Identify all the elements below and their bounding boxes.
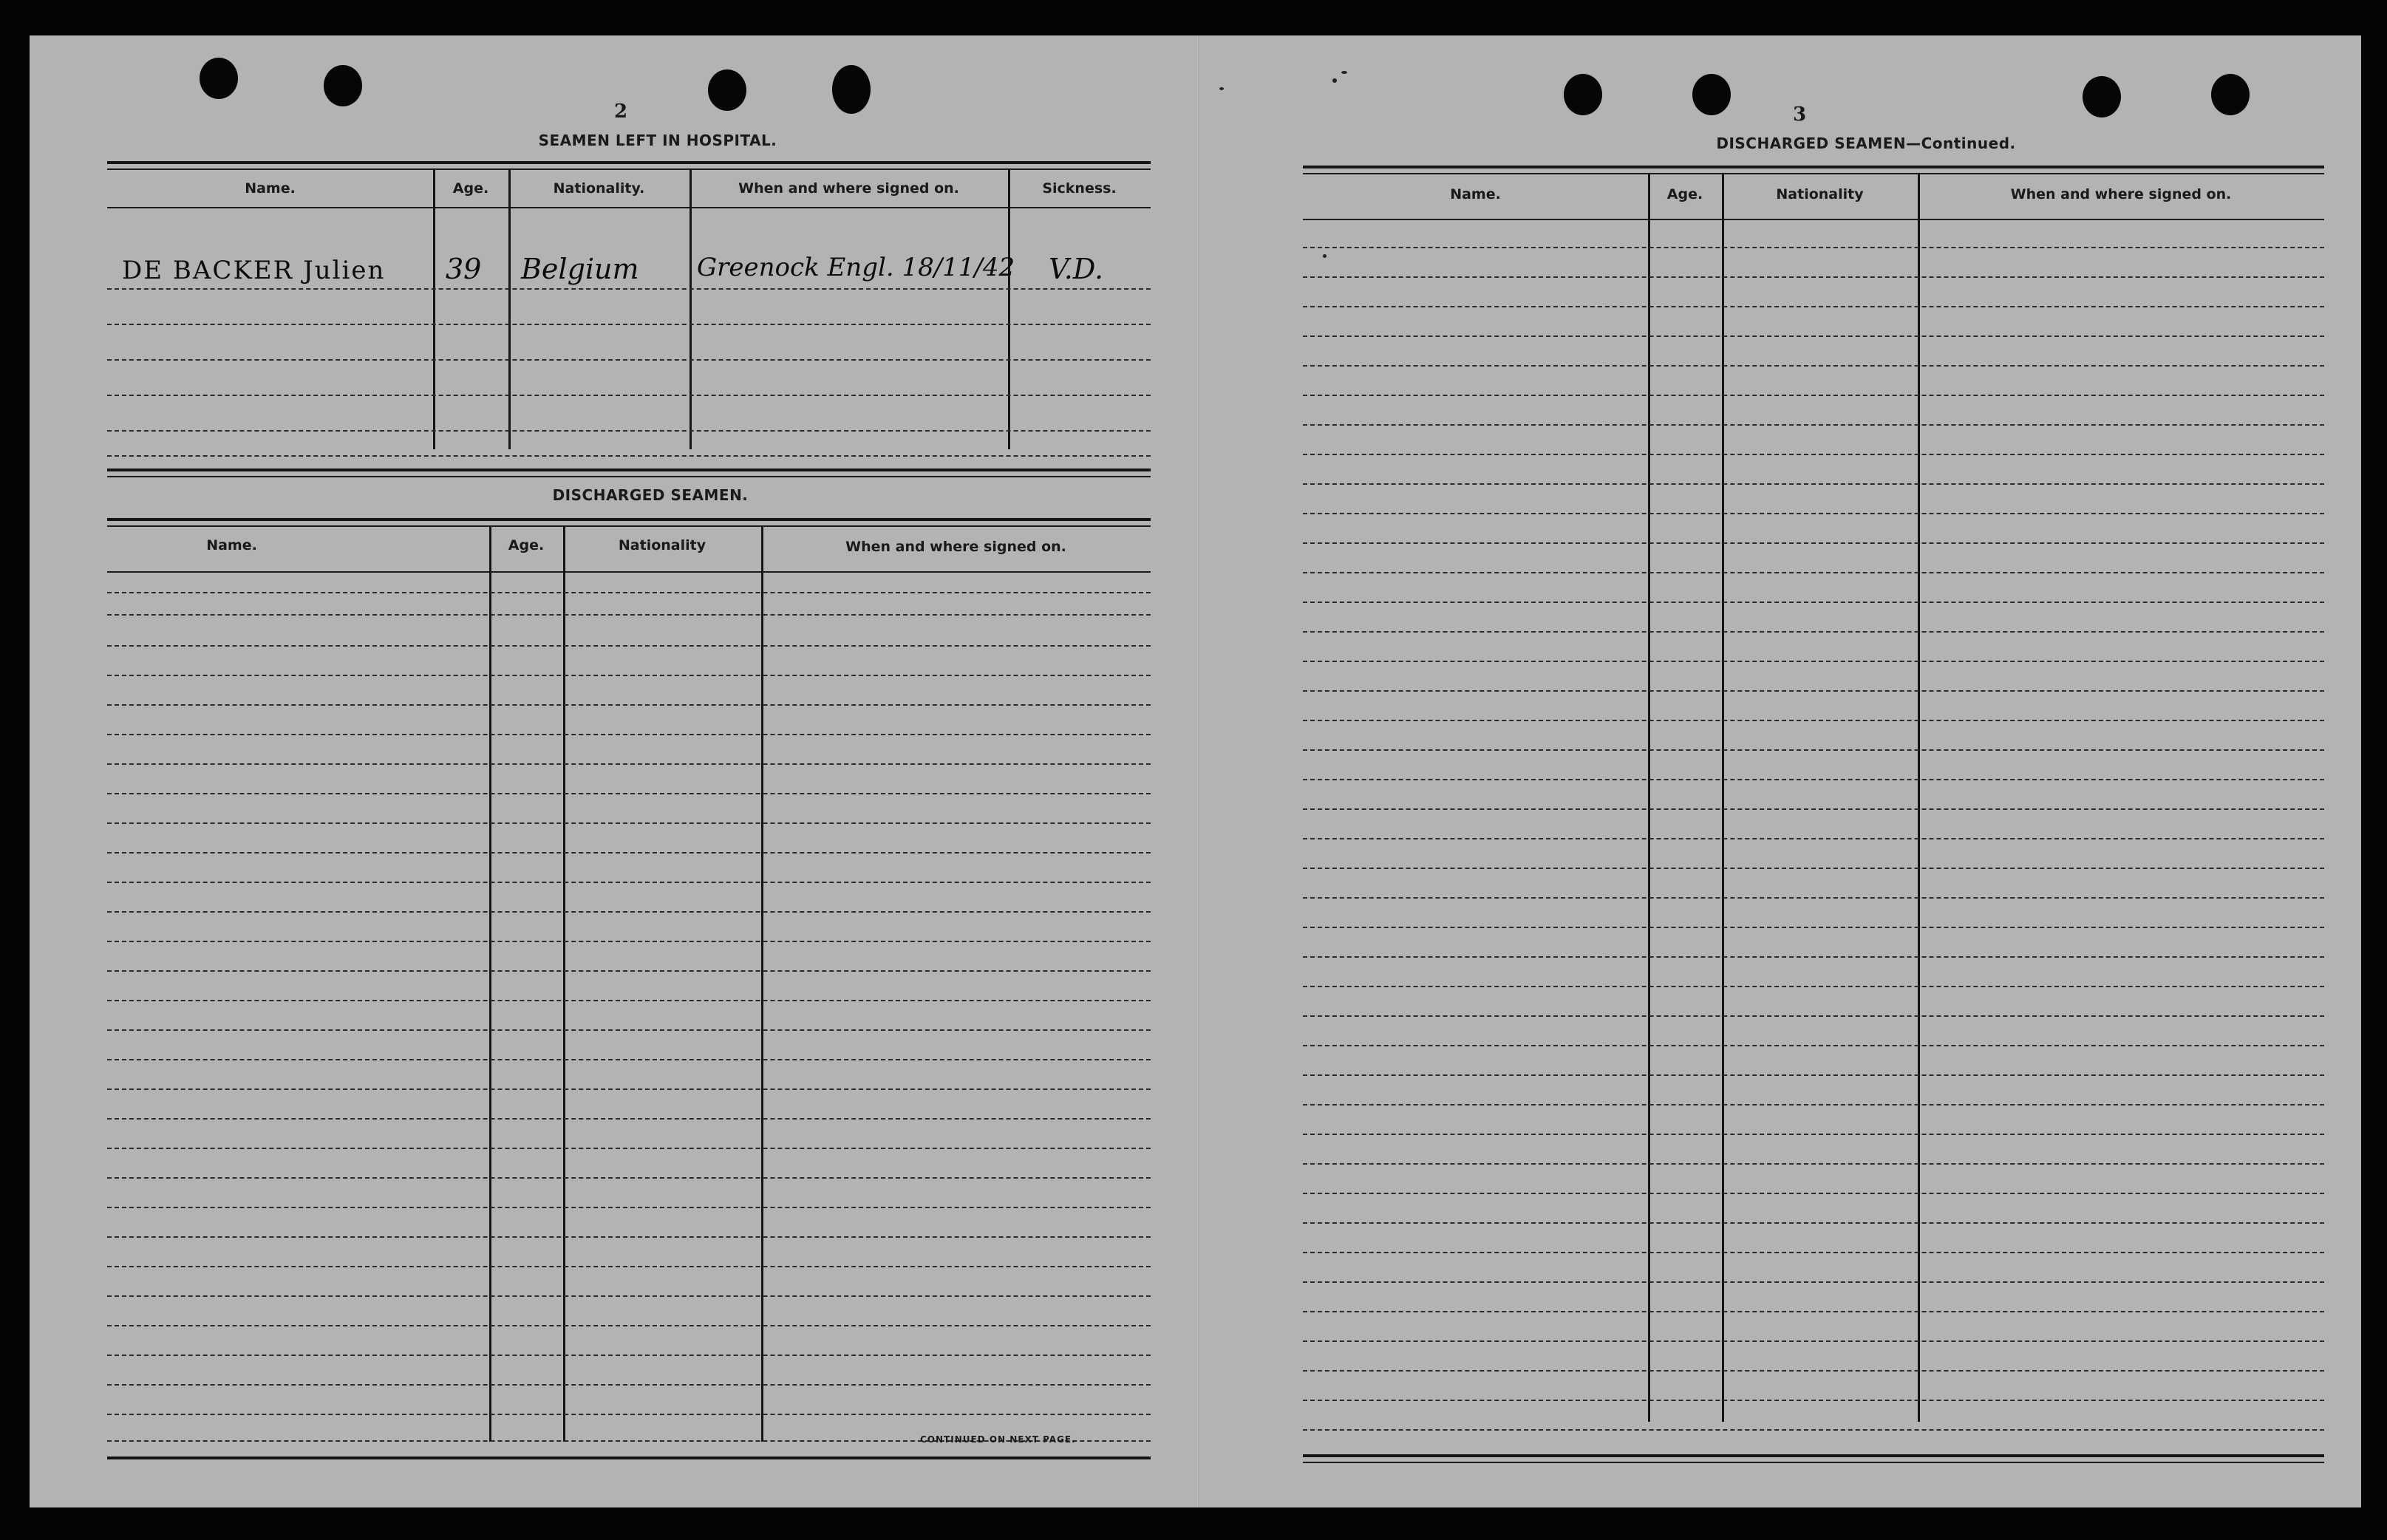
column-header-signed-on: When and where signed on. <box>738 180 959 197</box>
discharged-continued-table <box>1303 166 2324 1468</box>
hospital-entry-name: DE BACKER Julien <box>122 256 386 285</box>
document-sheet <box>30 35 2361 1507</box>
hospital-table <box>107 161 1151 476</box>
column-header-name: Name. <box>245 180 296 197</box>
column-header-signed-on: When and where signed on. <box>845 539 1066 555</box>
hospital-entry-nationality: Belgium <box>521 253 639 285</box>
column-header-age: Age. <box>1666 186 1703 202</box>
hospital-entry-signed-on: Greenock Engl. 18/11/42 <box>697 253 1015 282</box>
page-number: 2 <box>613 100 628 123</box>
column-header-signed-on: When and where signed on. <box>2010 186 2232 202</box>
hospital-section-title: SEAMEN LEFT IN HOSPITAL. <box>538 132 777 149</box>
column-header-age: Age. <box>452 180 489 197</box>
discharged-continued-title: DISCHARGED SEAMEN—Continued. <box>1716 134 2016 152</box>
page-number: 3 <box>1792 103 1807 126</box>
column-header-name: Name. <box>206 537 257 553</box>
discharged-section-title: DISCHARGED SEAMEN. <box>552 486 749 504</box>
column-header-nationality: Nationality <box>618 537 706 553</box>
continued-note: CONTINUED ON NEXT PAGE. <box>920 1434 1076 1445</box>
discharged-table <box>107 518 1151 1462</box>
column-header-sickness: Sickness. <box>1042 180 1117 197</box>
column-header-nationality: Nationality. <box>553 180 645 197</box>
hospital-entry-sickness: V.D. <box>1049 253 1104 285</box>
column-header-age: Age. <box>508 537 545 553</box>
column-header-nationality: Nationality <box>1776 186 1864 202</box>
hospital-entry-age: 39 <box>446 253 482 285</box>
left-page <box>30 35 1197 1507</box>
column-header-name: Name. <box>1450 186 1501 202</box>
right-page <box>1197 35 2361 1507</box>
